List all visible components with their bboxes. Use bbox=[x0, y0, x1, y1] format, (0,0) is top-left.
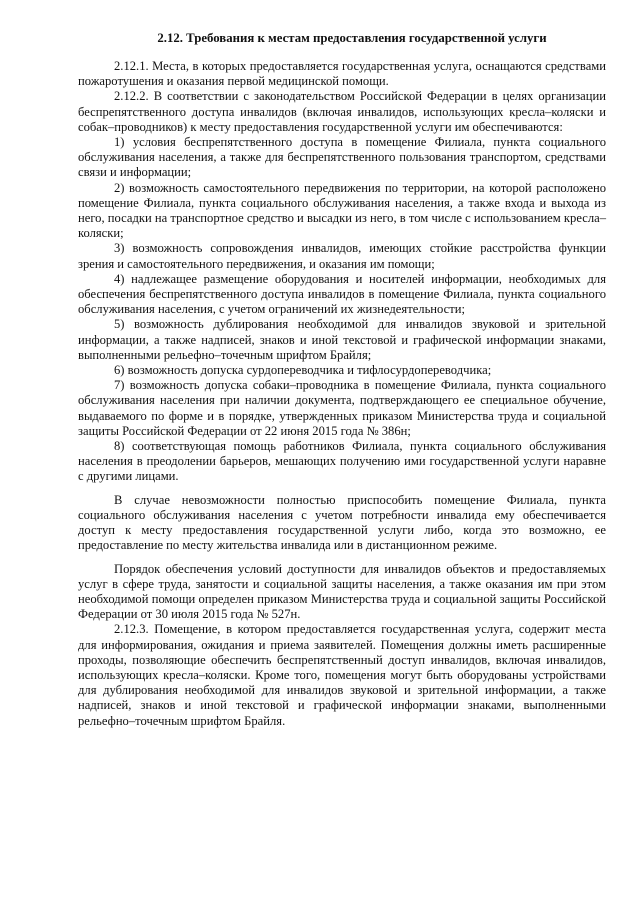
list-item-2: 2) возможность самостоятельного передвижения по территории, на которой расположено помещение Филиала, пункта социального обслуживания населения, а также входа и выхода из него, посадки на транспортное средство и высадки из него, в том числе с использованием кресла–коляски; bbox=[78, 180, 606, 241]
list-item-7: 7) возможность допуска собаки–проводника в помещение Филиала, пункта социального обслуживания населения при наличии документа, подтверждающего ее специальное обучение, выдаваемого по форме и в порядке, утвержденных приказом Министерства труда и социальной защиты Российской Федерации от 22 июня 2015 года № 386н; bbox=[78, 378, 606, 438]
paragraph-2-12-1: 2.12.1. Места, в которых предоставляется государственная услуга, оснащаются средствами пожаротушения и оказания первой медицинской помощи. bbox=[78, 59, 606, 89]
list-item-8: 8) соответствующая помощь работников Филиала, пункта социального обслуживания населения в преодолении барьеров, мешающих получению ими государственной услуги наравне с другими лицами. bbox=[78, 439, 606, 484]
document-page bbox=[78, 30, 606, 729]
list-item-5: 5) возможность дублирования необходимой для инвалидов звуковой и зрительной информации, а также надписей, знаков и иной текстовой и графической информации знаками, выполненными рельефно–точечным шрифтом Брайля; bbox=[78, 317, 606, 362]
paragraph-2-12-2: 2.12.2. В соответствии с законодательством Российской Федерации в целях организации беспрепятственного доступа инвалидов (включая инвалидов, использующих кресла–коляски и собак–проводников) к месту предоставления государственной услуги им обеспечиваются: bbox=[78, 89, 606, 134]
paragraph-procedure: Порядок обеспечения условий доступности для инвалидов объектов и предоставляемых услуг в сфере труда, занятости и социальной защиты населения, а также оказания им при этом необходимой помощи определен приказом Министерства труда и социальной защиты Российской Федерации от 30 июля 2015 года № 527н. bbox=[78, 561, 606, 622]
list-item-6: 6) возможность допуска сурдопереводчика и тифлосурдопереводчика; bbox=[114, 363, 492, 378]
list-item-3: 3) возможность сопровождения инвалидов, имеющих стойкие расстройства функции зрения и самостоятельного передвижения, и оказания им помощи; bbox=[78, 241, 606, 271]
list-item-4: 4) надлежащее размещение оборудования и носителей информации, необходимых для обеспечения беспрепятственного доступа инвалидов в помещение Филиала, пункта социального обслуживания населения, с учетом ограничений их жизнедеятельности; bbox=[78, 271, 606, 317]
paragraph-2-12-3: 2.12.3. Помещение, в котором предоставляется государственная услуга, содержит места для информирования, ожидания и приема заявителей. Помещения должны иметь расширенные проходы, позволяющие обеспечить беспрепятственный доступ инвалидов, включая инвалидов, использующих кресла–коляски. Кроме того, помещения могут быть оборудованы устройствами для дублирования необходимой для инвалидов звуковой и зрительной информации, а также надписей, знаков и иной текстовой и графической информации знаками, выполненными рельефно–точечным шрифтом Брайля. bbox=[78, 622, 606, 728]
list-item-1: 1) условия беспрепятственного доступа в помещение Филиала, пункта социального обслуживания населения, а также для беспрепятственного пользования транспортом, средствами связи и информации; bbox=[78, 135, 606, 180]
paragraph-impossibility: В случае невозможности полностью приспособить помещение Филиала, пункта социального обслуживания населения с учетом потребности инвалида ему обеспечивается доступ к месту предоставления государственной услуги либо, когда это возможно, ее предоставление по месту жительства инвалида или в дистанционном режиме. bbox=[78, 492, 606, 553]
section-heading: 2.12. Требования к местам предоставления государственной услуги bbox=[157, 31, 547, 45]
